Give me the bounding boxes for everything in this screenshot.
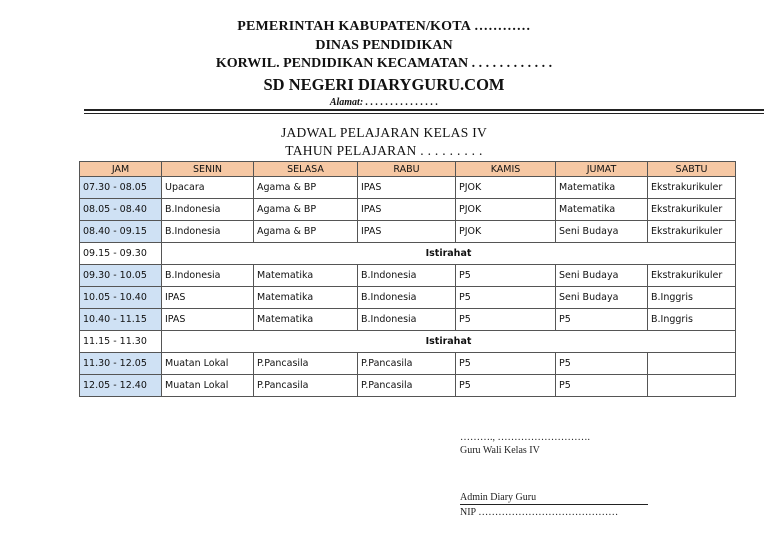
lesson-cell: Agama & BP (254, 177, 358, 199)
lesson-cell: Ekstrakurikuler (648, 177, 736, 199)
header-department: DINAS PENDIDIKAN (315, 38, 453, 53)
column-header-selasa: SELASA (254, 162, 358, 177)
lesson-cell: P5 (556, 309, 648, 331)
lesson-cell: Ekstrakurikuler (648, 221, 736, 243)
lesson-cell: P5 (556, 375, 648, 397)
lesson-cell: B.Indonesia (358, 309, 456, 331)
lesson-cell: B.Inggris (648, 309, 736, 331)
lesson-cell: B.Indonesia (162, 221, 254, 243)
table-row (80, 375, 736, 397)
academic-year: TAHUN PELAJARAN . . . . . . . . . (285, 143, 483, 158)
lesson-cell: Seni Budaya (556, 287, 648, 309)
lesson-cell: P5 (456, 353, 556, 375)
lesson-cell: P5 (456, 375, 556, 397)
lesson-cell: IPAS (162, 309, 254, 331)
lesson-cell: P5 (456, 287, 556, 309)
school-address: Alamat: . . . . . . . . . . . . . . . (329, 97, 439, 108)
time-cell: 10.40 - 11.15 (80, 309, 162, 331)
lesson-cell: PJOK (456, 199, 556, 221)
lesson-cell: P5 (456, 265, 556, 287)
time-cell: 09.15 - 09.30 (80, 243, 162, 265)
lesson-cell: B.Indonesia (162, 199, 254, 221)
lesson-cell: IPAS (358, 221, 456, 243)
table-row (80, 177, 736, 199)
lesson-cell: B.Indonesia (162, 265, 254, 287)
lesson-cell: Agama & BP (254, 221, 358, 243)
lesson-cell: P.Pancasila (358, 353, 456, 375)
lesson-cell: P5 (456, 309, 556, 331)
lesson-cell: B.Indonesia (358, 287, 456, 309)
lesson-cell: PJOK (456, 177, 556, 199)
lesson-cell: Upacara (162, 177, 254, 199)
time-cell: 08.05 - 08.40 (80, 199, 162, 221)
time-cell: 11.30 - 12.05 (80, 353, 162, 375)
lesson-cell (648, 353, 736, 375)
signature-name: Admin Diary Guru (460, 492, 537, 503)
column-header-senin: SENIN (162, 162, 254, 177)
signature-nip: NIP …………………………………… (460, 507, 619, 518)
table-row-break (80, 243, 736, 265)
school-name: SD NEGERI DIARYGURU.COM (263, 75, 505, 94)
lesson-cell: Muatan Lokal (162, 353, 254, 375)
header-divider-thick (84, 109, 764, 111)
time-cell: 09.30 - 10.05 (80, 265, 162, 287)
lesson-cell: P.Pancasila (254, 375, 358, 397)
signature-place-date: ………., ………………………. (460, 432, 590, 443)
table-row (80, 221, 736, 243)
lesson-cell: P.Pancasila (358, 375, 456, 397)
lesson-cell: PJOK (456, 221, 556, 243)
lesson-cell: Matematika (556, 199, 648, 221)
header-district-office: KORWIL. PENDIDIKAN KECAMATAN . . . . . . . . . . . . (215, 56, 553, 71)
lesson-cell: IPAS (358, 177, 456, 199)
time-cell: 11.15 - 11.30 (80, 331, 162, 353)
lesson-cell: Matematika (254, 287, 358, 309)
table-header-row (80, 162, 736, 177)
lesson-cell: Seni Budaya (556, 265, 648, 287)
time-cell: 12.05 - 12.40 (80, 375, 162, 397)
lesson-cell: Matematika (556, 177, 648, 199)
lesson-cell: Seni Budaya (556, 221, 648, 243)
time-cell: 08.40 - 09.15 (80, 221, 162, 243)
column-header-sabtu: SABTU (648, 162, 736, 177)
header-divider-thin (84, 113, 764, 114)
time-cell: 07.30 - 08.05 (80, 177, 162, 199)
table-row (80, 353, 736, 375)
break-cell: Istirahat (162, 243, 736, 265)
break-cell: Istirahat (162, 331, 736, 353)
column-header-jumat: JUMAT (556, 162, 648, 177)
time-cell: 10.05 - 10.40 (80, 287, 162, 309)
lesson-cell: IPAS (162, 287, 254, 309)
lesson-cell: Muatan Lokal (162, 375, 254, 397)
lesson-cell: P5 (556, 353, 648, 375)
lesson-cell: IPAS (358, 199, 456, 221)
lesson-cell: B.Indonesia (358, 265, 456, 287)
schedule-table (79, 161, 736, 397)
lesson-cell (648, 375, 736, 397)
lesson-cell: Agama & BP (254, 199, 358, 221)
lesson-cell: Matematika (254, 265, 358, 287)
column-header-rabu: RABU (358, 162, 456, 177)
lesson-cell: P.Pancasila (254, 353, 358, 375)
header-government: PEMERINTAH KABUPATEN/KOTA ………… (237, 19, 531, 34)
lesson-cell: Matematika (254, 309, 358, 331)
column-header-kamis: KAMIS (456, 162, 556, 177)
table-row (80, 309, 736, 331)
table-row-break (80, 331, 736, 353)
lesson-cell: B.Inggris (648, 287, 736, 309)
lesson-cell: Ekstrakurikuler (648, 199, 736, 221)
table-row (80, 199, 736, 221)
table-row (80, 287, 736, 309)
signature-underline (460, 504, 648, 505)
schedule-title: JADWAL PELAJARAN KELAS IV (280, 125, 488, 140)
signature-role: Guru Wali Kelas IV (460, 445, 540, 456)
table-row (80, 265, 736, 287)
column-header-jam: JAM (80, 162, 162, 177)
lesson-cell: Ekstrakurikuler (648, 265, 736, 287)
